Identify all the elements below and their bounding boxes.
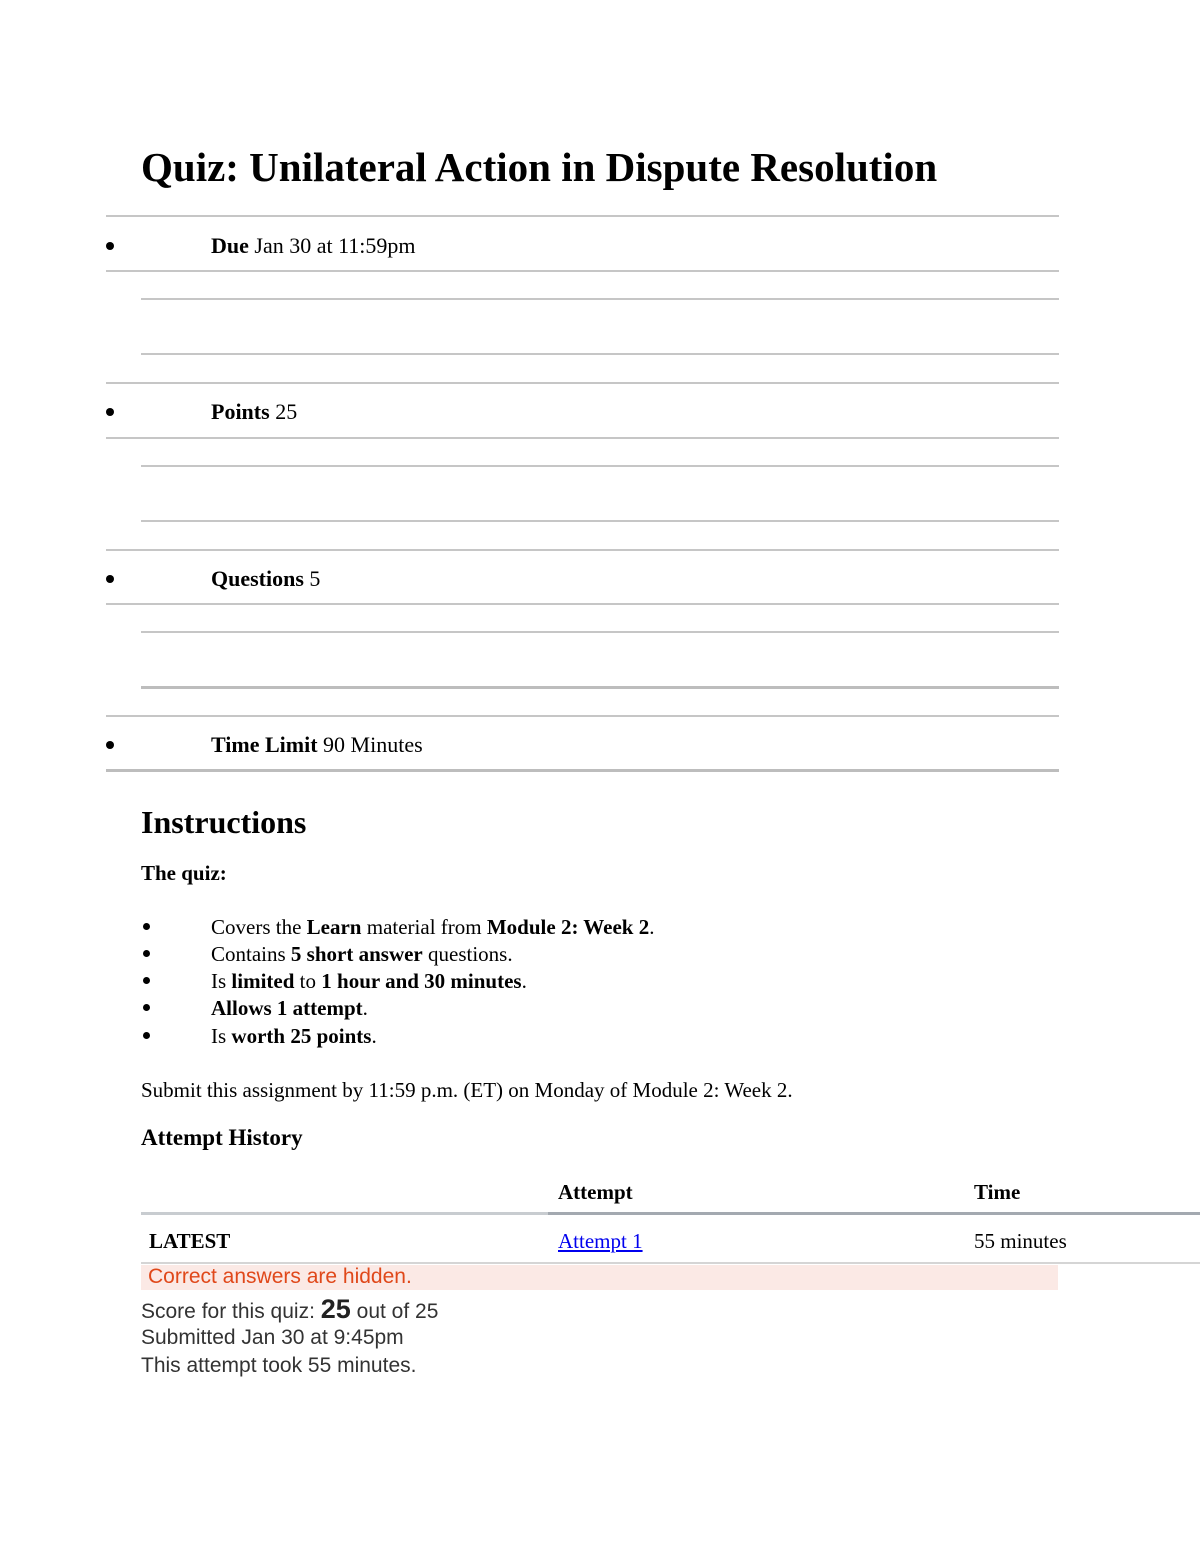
score-value: 25 <box>320 1294 351 1324</box>
instruction-item: Contains 5 short answer questions. <box>211 942 513 966</box>
bullet-icon <box>106 741 114 749</box>
attempt-time: 55 minutes <box>974 1229 1067 1253</box>
divider <box>141 465 1059 467</box>
detail-label: Due <box>211 233 249 258</box>
divider <box>141 520 1059 522</box>
divider <box>141 298 1059 300</box>
detail-label: Time Limit <box>211 732 318 757</box>
detail-points <box>211 399 297 425</box>
column-header-time: Time <box>974 1180 1021 1204</box>
table-header-divider <box>141 1212 548 1215</box>
attempt-history-heading: Attempt History <box>141 1125 303 1150</box>
instructions-lead: The quiz: <box>141 861 227 885</box>
table-header-divider <box>548 1212 1200 1215</box>
bullet-icon <box>143 1004 150 1011</box>
attempt-link[interactable]: Attempt 1 <box>558 1229 643 1253</box>
detail-value: 90 Minutes <box>323 732 423 757</box>
bullet-icon <box>106 575 114 583</box>
divider <box>141 631 1059 633</box>
detail-value: 25 <box>275 399 298 424</box>
divider <box>106 715 1059 717</box>
instruction-item: Is worth 25 points. <box>211 1024 377 1048</box>
divider <box>106 215 1059 217</box>
attempt-cell <box>558 1228 643 1254</box>
bullet-icon <box>143 1032 150 1039</box>
submit-deadline-text: Submit this assignment by 11:59 p.m. (ET) on Monday of Module 2: Week 2. <box>141 1078 793 1102</box>
detail-questions <box>211 566 320 592</box>
score-suffix: out of 25 <box>356 1300 439 1323</box>
attempt-status: LATEST <box>149 1229 231 1253</box>
hidden-answers-notice: Correct answers are hidden. <box>148 1265 412 1288</box>
divider <box>106 603 1059 605</box>
instruction-item: Is limited to 1 hour and 30 minutes. <box>211 969 527 993</box>
detail-time-limit <box>211 732 423 758</box>
attempt-duration: This attempt took 55 minutes. <box>141 1354 417 1377</box>
bullet-icon <box>143 950 150 957</box>
instruction-item: Covers the Learn material from Module 2: Week 2. <box>211 915 655 939</box>
instruction-item: Allows 1 attempt. <box>211 996 368 1020</box>
divider <box>106 549 1059 551</box>
divider <box>106 769 1059 772</box>
column-header-attempt: Attempt <box>558 1180 633 1204</box>
divider <box>106 437 1059 439</box>
score-line <box>141 1296 438 1325</box>
detail-value: Jan 30 at 11:59pm <box>254 233 416 258</box>
score-prefix: Score for this quiz: <box>141 1300 315 1323</box>
bullet-icon <box>106 242 114 250</box>
bullet-icon <box>143 923 150 930</box>
divider <box>141 686 1059 689</box>
divider <box>141 353 1059 355</box>
instructions-heading: Instructions <box>141 804 307 840</box>
bullet-icon <box>106 408 114 416</box>
divider <box>106 382 1059 384</box>
detail-label: Questions <box>211 566 304 591</box>
detail-label: Points <box>211 399 270 424</box>
page-title: Quiz: Unilateral Action in Dispute Resolution <box>141 144 938 190</box>
detail-value: 5 <box>309 566 321 591</box>
divider <box>106 270 1059 272</box>
submitted-time: Submitted Jan 30 at 9:45pm <box>141 1326 404 1349</box>
detail-due <box>211 233 416 259</box>
bullet-icon <box>143 977 150 984</box>
